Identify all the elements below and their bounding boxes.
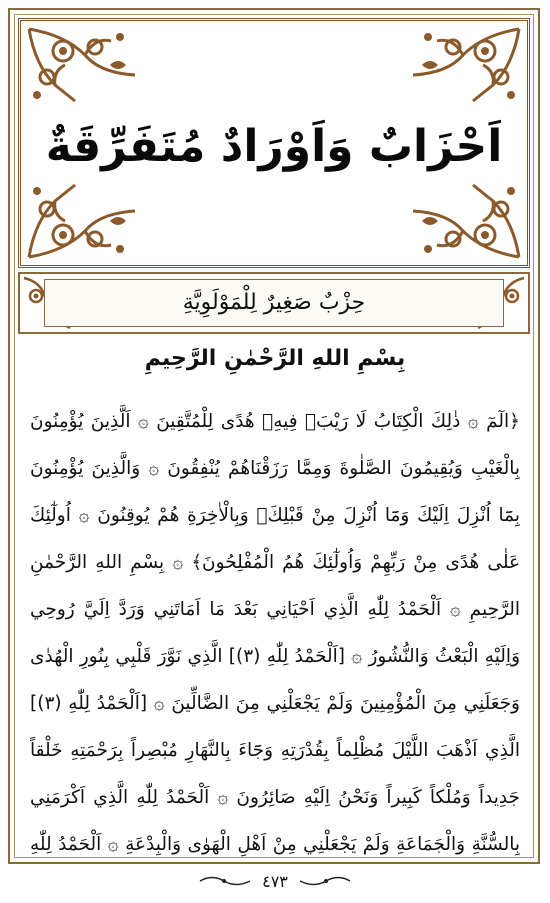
text-line: الَّذِي اَذْهَبَ اللَّيْلَ مُظْلِماً بِقُدْرَتِهِ وَجَٓاءَ بِالنَّهَارِ مُبْصِراً بِرَحْمَتِهِ خَلْقاً xyxy=(30,740,520,761)
text-line: وَاِلَيْهِ الْبَعْثُ وَالنُّشُورُ ۞ [اَلْحَمْدُ لِلّٰهِ (٣)] الَّذِي نَوَّرَ قَلْبِي بِنُورِ الْهُدٰى xyxy=(30,646,520,667)
section-title: حِزْبٌ صَغِيرٌ لِلْمَوْلَوِيَّةِ xyxy=(182,290,366,315)
text-line: بِالسُّنَّةِ وَالْجَمَاعَةِ وَلَمْ يَجْعَلْنِي مِنْ اَهْلِ الْهَوٰى وَالْبِدْعَةِ ۞ اَلْحَمْدُ لِلّٰهِ xyxy=(30,834,520,855)
text-line: جَدِيداً وَمُلْكاً كَبِيراً وَنَحْنُ اِلَيْهِ صَائِرُونَ ۞ اَلْحَمْدُ لِلّٰهِ الَّذِي اَكْرَمَنِي xyxy=(30,787,520,808)
corner-ornament-icon xyxy=(25,25,145,105)
text-line: بِالْغَيْبِ وَيُقِيمُونَ الصَّلٰوةَ وَمِمَّا رَزَقْنَاهُمْ يُنْفِقُونَ ۞ وَالَّذِينَ يُؤْمِنُونَ xyxy=(30,458,520,479)
footer-flourish-icon xyxy=(298,874,352,888)
page-footer xyxy=(0,866,550,896)
section-band xyxy=(18,272,530,334)
corner-ornament-icon xyxy=(25,181,145,261)
footer-flourish-icon xyxy=(198,874,252,888)
text-line: الرَّحِيمِ ۞ اَلْحَمْدُ لِلّٰهِ الَّذِي اَحْيَانِي بَعْدَ مَا اَمَاتَنِي وَرَدَّ اِلَيَّ رُوحِي xyxy=(30,599,520,620)
corner-ornament-icon xyxy=(403,25,523,105)
basmala: بِسْمِ اللهِ الرَّحْمٰنِ الرَّحِيمِ xyxy=(144,346,406,371)
text-line: عَلٰى هُدًى مِنْ رَبِّهِمْ وَاُولٰٓئِكَ هُمُ الْمُفْلِحُونَ﴾ ۞ بِسْمِ اللهِ الرَّحْمٰنِ xyxy=(30,552,520,573)
page-title: اَحْزَابٌ وَاَوْرَادٌ مُتَفَرِّقَةٌ xyxy=(45,121,503,172)
header-cartouche xyxy=(18,18,530,268)
section-band-inner xyxy=(44,279,504,327)
prayer-text xyxy=(30,398,520,868)
page-number: ٤٧٣ xyxy=(262,871,288,891)
text-line: وَجَعَلَنِي مِنَ الْمُؤْمِنِينَ وَلَمْ يَجْعَلْنِي مِنَ الضَّالِّينَ ۞ [اَلْحَمْدُ لِلّٰهِ (٣)] xyxy=(30,693,520,714)
text-line: ﴿الٓمٓ ۞ ذٰلِكَ الْكِتَابُ لَا رَيْبَۛ فِيهِۛ هُدًى لِلْمُتَّقِينَ ۞ اَلَّذِينَ يُؤْمِنُونَ xyxy=(30,411,520,432)
corner-ornament-icon xyxy=(403,181,523,261)
text-line: بِمَٓا اُنْزِلَ اِلَيْكَ وَمَٓا اُنْزِلَ مِنْ قَبْلِكَۚ وَبِالْاٰخِرَةِ هُمْ يُوقِنُونَ ۞ اُولٰٓئِكَ xyxy=(30,505,520,526)
